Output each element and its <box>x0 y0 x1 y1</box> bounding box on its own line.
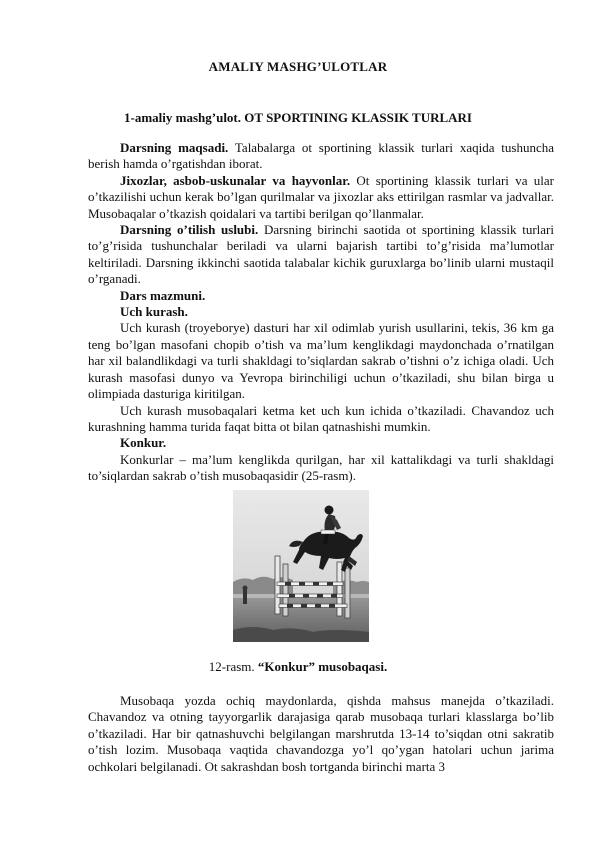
paragraph-musobaqa: Musobaqa yozda ochiq maydonlarda, qishda mahsus manejda o’tkaziladi. Chavandoz va otning tayyorgarlik darajasiga qarab musobaqa turlari klasslarga bo’lib o’tkaziladi. Har bir qatnashuvchi belgilangan marshrutda 13-14 to’siqdan otni sakratib o’tish lozim. Musobaqa vaqtida chavandozga yo’l qo’ygan hatolari uchun jarima ochkolari belgilanadi. Ot sakrashdan bosh tortganda birinchi marta 3 <box>88 693 554 774</box>
caption-title: “Konkur” musobaqasi. <box>257 659 388 674</box>
paragraph-konkur: Konkurlar – ma’lum kenglikda qurilgan, har xil kattalikdagi va turli shakldagi to’siqlardan sakrab o’tish musobaqasidir (25-rasm). <box>88 451 554 484</box>
body-text-continued <box>88 693 554 775</box>
paragraph-lead: Jixozlar, asbob-uskunalar va hayvonlar. <box>120 172 351 188</box>
page-title: AMALIY MASHG’ULOTLAR <box>208 59 388 74</box>
heading-uch-kurash: Uch kurash. <box>120 304 188 320</box>
paragraph-text: Talabalarga ot sportining klassik turlari xaqida tushuncha berish hamda o’rgatishdan iborat. <box>88 140 554 172</box>
body-text <box>88 140 554 485</box>
paragraph-text: Darsning birinchi saotida ot sportining klassik turlari to’g’risida tushunchalar beriladi va ularni bajarish tartibi to’g’risida ma’lumotlar keltiriladi. Darsning ikkinchi saotida talabalar kichik guruxlarga bo’linib ularni mustaqil o’rganadi. <box>88 222 554 287</box>
lesson-title: 1-amaliy mashg’ulot. OT SPORTINING KLASSIK TURLARI <box>124 110 472 125</box>
heading-konkur: Konkur. <box>120 435 167 451</box>
figure-caption <box>0 659 596 675</box>
paragraph-equipment <box>88 173 554 222</box>
paragraph-method <box>88 222 554 288</box>
figure-horse-jump-photo <box>233 490 369 642</box>
paragraph-uch-kurash-2: Uch kurash musobaqalari ketma ket uch kun ichida o’tkaziladi. Chavandoz uch kurashning hamma turida faqat bitta ot bilan qatnashishi mumkin. <box>88 402 554 434</box>
caption-number: 12-rasm. <box>208 659 258 674</box>
heading-dars-mazmuni: Dars mazmuni. <box>120 287 206 303</box>
paragraph-uch-kurash-1: Uch kurash (troyeborye) dasturi har xil odimlab yurish usullarini, tekis, 36 km ga teng bo’lgan masofani chopib o’tish va ma’lum kenglikdagi maydonchada o’rnatilgan har xil balandlikdagi va turli shakldagi to’siqlardan sakrab o’tishni o’z ichiga oladi. Uch kurash masofasi dunyo va Yevropa birinchiligi uchun o’tkaziladi, shu bilan birga u olimpiada dasturiga kiritilgan. <box>88 320 554 402</box>
paragraph-lead: Darsning o’tilish uslubi. <box>120 222 259 238</box>
paragraph-lead: Darsning maqsadi. <box>120 140 229 155</box>
paragraph-goal <box>88 140 554 173</box>
paragraph-text: Ot sportining klassik turlari va ular o’tkazilishi uchun kerak bo’lgan qurilmalar va jixozlar aks ettirilgan rasmlar va jadvallar. Musobaqalar o’tkazish qoidalari va tartibi berilgan qo’llanmalar. <box>88 172 554 221</box>
